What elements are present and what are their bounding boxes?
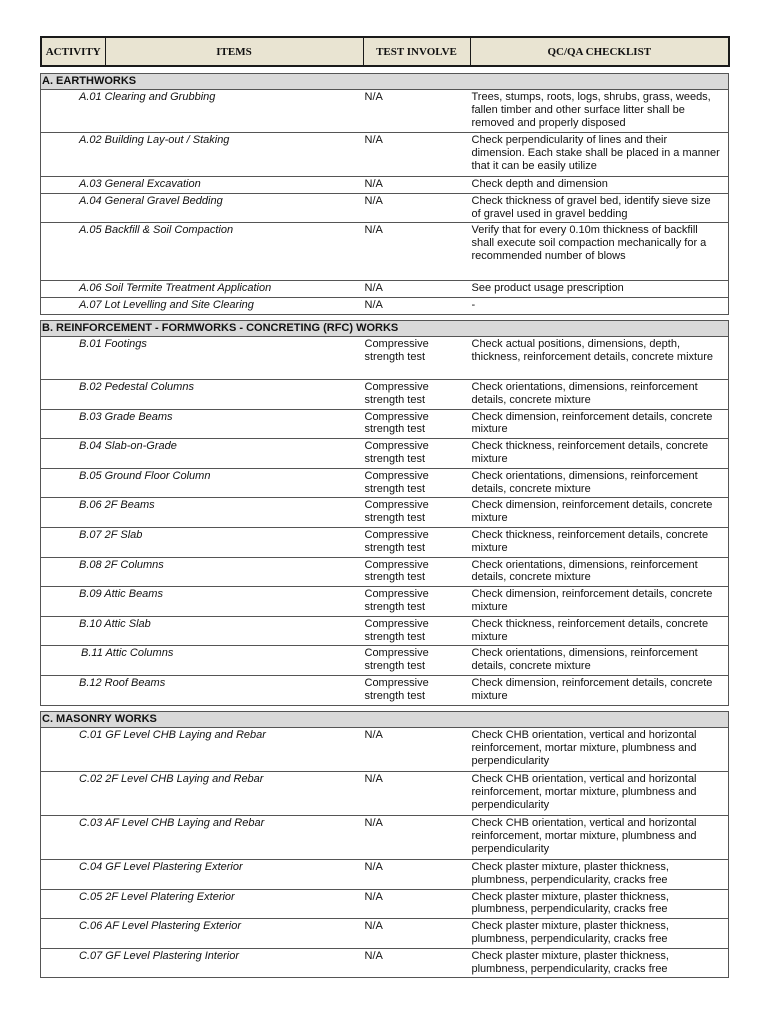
header-items: ITEMS bbox=[105, 37, 363, 66]
section-title-row bbox=[41, 321, 729, 337]
header-row bbox=[41, 37, 729, 66]
table-row bbox=[41, 889, 729, 919]
table-row bbox=[41, 860, 729, 890]
checklist-cell: Check CHB orientation, vertical and horizontal reinforcement, mortar mixture, plumbness and perpendicularity bbox=[470, 772, 729, 816]
table-row bbox=[41, 439, 729, 469]
checklist-cell: See product usage prescription bbox=[470, 281, 729, 298]
section-title: C. MASONRY WORKS bbox=[41, 712, 729, 728]
checklist-cell: Check orientations, dimensions, reinforcement details, concrete mixture bbox=[470, 468, 729, 498]
table-row bbox=[41, 337, 729, 380]
checklist-cell: Check thickness, reinforcement details, concrete mixture bbox=[470, 527, 729, 557]
checklist-cell: Check plaster mixture, plaster thickness, plumbness, perpendicularity, cracks free bbox=[470, 919, 729, 949]
test-cell: N/A bbox=[363, 177, 470, 194]
item-cell: A.04 General Gravel Bedding bbox=[41, 193, 363, 223]
table-row bbox=[41, 772, 729, 816]
test-cell: Compressive strength test bbox=[363, 409, 470, 439]
table-row bbox=[41, 298, 729, 315]
test-cell: Compressive strength test bbox=[363, 616, 470, 646]
test-cell: N/A bbox=[363, 860, 470, 890]
table-row bbox=[41, 193, 729, 223]
checklist-cell: Check dimension, reinforcement details, concrete mixture bbox=[470, 498, 729, 528]
section-earthworks bbox=[40, 73, 729, 315]
test-cell: Compressive strength test bbox=[363, 557, 470, 587]
checklist-cell: Check CHB orientation, vertical and horizontal reinforcement, mortar mixture, plumbness and perpendicularity bbox=[470, 728, 729, 772]
test-cell: Compressive strength test bbox=[363, 527, 470, 557]
checklist-cell: Check orientations, dimensions, reinforcement details, concrete mixture bbox=[470, 646, 729, 676]
checklist-cell: Verify that for every 0.10m thickness of backfill shall execute soil compaction mechanically for a recommended number of blows bbox=[470, 223, 729, 281]
checklist-cell: Check depth and dimension bbox=[470, 177, 729, 194]
table-row bbox=[41, 587, 729, 617]
table-row bbox=[41, 223, 729, 281]
section-masonry-works bbox=[40, 711, 729, 978]
table-row bbox=[41, 409, 729, 439]
section-title-row bbox=[41, 712, 729, 728]
test-cell: N/A bbox=[363, 193, 470, 223]
checklist-cell: Check thickness, reinforcement details, concrete mixture bbox=[470, 439, 729, 469]
test-cell: N/A bbox=[363, 816, 470, 860]
test-cell: Compressive strength test bbox=[363, 337, 470, 380]
section-rfc-works bbox=[40, 320, 729, 706]
item-cell: C.05 2F Level Platering Exterior bbox=[41, 889, 363, 919]
checklist-cell: Check CHB orientation, vertical and horizontal reinforcement, mortar mixture, plumbness and perpendicularity bbox=[470, 816, 729, 860]
table-row bbox=[41, 919, 729, 949]
item-cell: A.05 Backfill & Soil Compaction bbox=[41, 223, 363, 281]
item-cell: C.06 AF Level Plastering Exterior bbox=[41, 919, 363, 949]
item-cell: B.01 Footings bbox=[41, 337, 363, 380]
header-activity: ACTIVITY bbox=[41, 37, 105, 66]
checklist-cell: Check actual positions, dimensions, depth, thickness, reinforcement details, concrete mixture bbox=[470, 337, 729, 380]
item-cell: B.09 Attic Beams bbox=[41, 587, 363, 617]
test-cell: N/A bbox=[363, 90, 470, 133]
checklist-cell: Check plaster mixture, plaster thickness, plumbness, perpendicularity, cracks free bbox=[470, 860, 729, 890]
item-cell: B.03 Grade Beams bbox=[41, 409, 363, 439]
table-row bbox=[41, 133, 729, 177]
item-cell: B.06 2F Beams bbox=[41, 498, 363, 528]
checklist-cell: Check orientations, dimensions, reinforcement details, concrete mixture bbox=[470, 380, 729, 410]
item-cell: C.02 2F Level CHB Laying and Rebar bbox=[41, 772, 363, 816]
item-cell: C.01 GF Level CHB Laying and Rebar bbox=[41, 728, 363, 772]
checklist-cell: Check plaster mixture, plaster thickness, plumbness, perpendicularity, cracks free bbox=[471, 949, 669, 975]
item-cell: B.11 Attic Columns bbox=[41, 646, 363, 676]
table-row bbox=[41, 468, 729, 498]
header-test-involve: TEST INVOLVE bbox=[363, 37, 470, 66]
checklist-cell: Check orientations, dimensions, reinforcement details, concrete mixture bbox=[470, 557, 729, 587]
test-cell: N/A bbox=[363, 133, 470, 177]
table-row bbox=[41, 816, 729, 860]
test-cell: Compressive strength test bbox=[363, 380, 470, 410]
item-cell: A.01 Clearing and Grubbing bbox=[41, 90, 363, 133]
test-cell: Compressive strength test bbox=[363, 468, 470, 498]
table-row bbox=[41, 380, 729, 410]
table-row bbox=[41, 557, 729, 587]
item-cell: B.10 Attic Slab bbox=[41, 616, 363, 646]
test-cell: Compressive strength test bbox=[363, 587, 470, 617]
item-cell: B.02 Pedestal Columns bbox=[41, 380, 363, 410]
test-cell: N/A bbox=[363, 281, 470, 298]
checklist-cell: Check dimension, reinforcement details, concrete mixture bbox=[470, 409, 729, 439]
table-row bbox=[41, 527, 729, 557]
section-title: B. REINFORCEMENT - FORMWORKS - CONCRETING (RFC) WORKS bbox=[41, 321, 729, 337]
checklist-cell: Trees, stumps, roots, logs, shrubs, grass, weeds, fallen timber and other surface litter shall be removed and properly disposed bbox=[470, 90, 729, 133]
test-cell: N/A bbox=[363, 772, 470, 816]
table-row bbox=[41, 616, 729, 646]
item-cell: A.03 General Excavation bbox=[41, 177, 363, 194]
item-cell: A.02 Building Lay-out / Staking bbox=[41, 133, 363, 177]
test-cell: N/A bbox=[363, 919, 470, 949]
item-cell: B.12 Roof Beams bbox=[79, 676, 166, 689]
column-header-table bbox=[40, 36, 730, 67]
checklist-cell: Check thickness, reinforcement details, concrete mixture bbox=[470, 616, 729, 646]
section-title: A. EARTHWORKS bbox=[41, 74, 729, 90]
item-cell: A.06 Soil Termite Treatment Application bbox=[41, 281, 363, 298]
checklist-cell: Check thickness of gravel bed, identify sieve size of gravel used in gravel bedding bbox=[470, 193, 729, 223]
section-title-row bbox=[41, 74, 729, 90]
item-cell: C.07 GF Level Plastering Interior bbox=[79, 949, 239, 962]
test-cell: Compressive strength test bbox=[363, 646, 470, 676]
table-row bbox=[41, 177, 729, 194]
table-row bbox=[41, 646, 729, 676]
checklist-cell: Check dimension, reinforcement details, concrete mixture bbox=[471, 676, 713, 702]
test-cell: Compressive strength test bbox=[364, 676, 429, 702]
checklist-cell: Check plaster mixture, plaster thickness, plumbness, perpendicularity, cracks free bbox=[470, 889, 729, 919]
item-cell: C.03 AF Level CHB Laying and Rebar bbox=[41, 816, 363, 860]
table-row bbox=[41, 90, 729, 133]
item-cell: A.07 Lot Levelling and Site Clearing bbox=[79, 299, 254, 312]
table-row bbox=[41, 948, 729, 978]
item-cell: B.08 2F Columns bbox=[41, 557, 363, 587]
table-row bbox=[41, 498, 729, 528]
test-cell: Compressive strength test bbox=[363, 498, 470, 528]
item-cell: B.04 Slab-on-Grade bbox=[41, 439, 363, 469]
test-cell: N/A bbox=[364, 299, 383, 312]
item-cell: B.07 2F Slab bbox=[41, 527, 363, 557]
table-row bbox=[41, 675, 729, 705]
checklist-cell: Check dimension, reinforcement details, concrete mixture bbox=[470, 587, 729, 617]
item-cell: B.05 Ground Floor Column bbox=[41, 468, 363, 498]
test-cell: N/A bbox=[363, 223, 470, 281]
table-row bbox=[41, 728, 729, 772]
table-row bbox=[41, 281, 729, 298]
test-cell: N/A bbox=[363, 728, 470, 772]
test-cell: Compressive strength test bbox=[363, 439, 470, 469]
test-cell: N/A bbox=[363, 889, 470, 919]
item-cell: C.04 GF Level Plastering Exterior bbox=[41, 860, 363, 890]
checklist-cell: - bbox=[471, 299, 476, 312]
header-qcqa-checklist: QC/QA CHECKLIST bbox=[547, 45, 652, 58]
checklist-cell: Check perpendicularity of lines and their dimension. Each stake shall be placed in a manner that it can be easily utilize bbox=[470, 133, 729, 177]
test-cell: N/A bbox=[364, 949, 383, 962]
